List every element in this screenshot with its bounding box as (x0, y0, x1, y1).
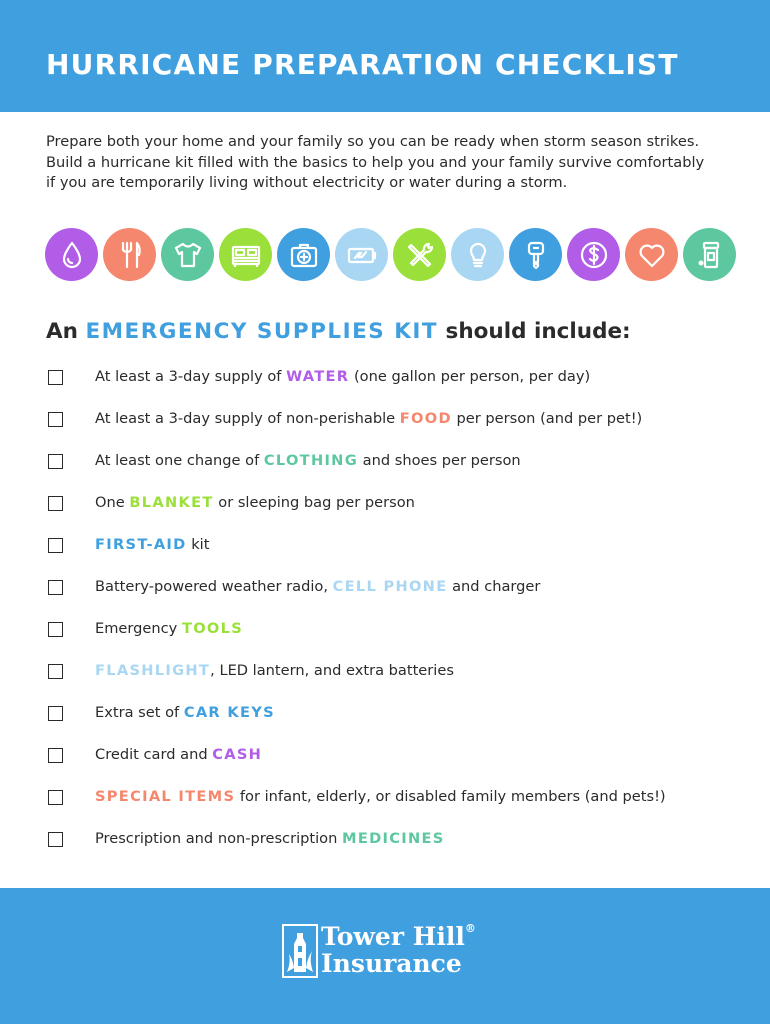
checklist-keyword: BLANKET (129, 494, 214, 511)
dollar-icon (567, 228, 620, 281)
checkbox[interactable] (48, 664, 63, 679)
intro-paragraph (46, 132, 736, 194)
checklist-item-text: Credit card and CASH (95, 746, 263, 763)
checkbox[interactable] (48, 622, 63, 637)
checkbox[interactable] (48, 832, 63, 847)
intro-line: if you are temporarily living without electricity or water during a storm. (46, 174, 568, 191)
checkbox[interactable] (48, 496, 63, 511)
checklist-item-text: At least a 3-day supply of non-perishable FOOD per person (and per pet!) (95, 410, 643, 427)
checklist-item-text: Extra set of CAR KEYS (95, 704, 275, 721)
key-icon (509, 228, 562, 281)
checklist-item-text: FIRST-AID kit (95, 536, 210, 553)
checklist-item-text: Emergency TOOLS (95, 620, 244, 637)
page-title: HURRICANE PREPARATION CHECKLIST (46, 48, 679, 81)
checklist-keyword: CLOTHING (263, 452, 358, 469)
bed-icon (219, 228, 272, 281)
tshirt-icon (161, 228, 214, 281)
checklist-item-text: Battery-powered weather radio, CELL PHONE and charger (95, 578, 541, 595)
lightbulb-icon (451, 228, 504, 281)
checklist-item-cash (46, 745, 736, 767)
tools-icon (393, 228, 446, 281)
checklist-item-text: SPECIAL ITEMS for infant, elderly, or disabled family members (and pets!) (95, 788, 666, 805)
registered-mark: ® (464, 922, 476, 935)
checklist-keyword: SPECIAL ITEMS (95, 788, 236, 805)
logo-text-line2: Insurance (321, 949, 462, 978)
checklist-keyword: FOOD (399, 410, 452, 427)
heart-icon (625, 228, 678, 281)
supply-icon-row (45, 228, 735, 282)
checklist-keyword: MEDICINES (342, 830, 445, 847)
medicine-bottle-icon (683, 228, 736, 281)
checkbox[interactable] (48, 790, 63, 805)
intro-line: Prepare both your home and your family so you can be ready when storm season strikes. (46, 133, 700, 150)
header-banner (0, 0, 770, 112)
checklist-item-text: At least one change of CLOTHING and shoes per person (95, 452, 521, 469)
checklist-keyword: CELL PHONE (332, 578, 448, 595)
kit-heading-prefix: An (46, 319, 86, 344)
checklist-item-medicines (46, 829, 736, 851)
checkbox[interactable] (48, 706, 63, 721)
checklist-item-text: Prescription and non-prescription MEDICINES (95, 830, 445, 847)
kit-heading-suffix: should include: (438, 319, 631, 344)
kit-heading (46, 319, 631, 344)
tower-logo-icon (282, 924, 318, 978)
checklist-item-blanket (46, 493, 736, 515)
checkbox[interactable] (48, 370, 63, 385)
checkbox[interactable] (48, 580, 63, 595)
checklist-keyword: FLASHLIGHT (95, 662, 211, 679)
checklist-item-car-keys (46, 703, 736, 725)
logo-text-line1: Tower Hill® (321, 922, 476, 951)
checklist-item-cell-phone (46, 577, 736, 599)
checklist-keyword: CAR KEYS (183, 704, 275, 721)
checklist-item-flashlight (46, 661, 736, 683)
checklist-item-special-items (46, 787, 736, 809)
checklist-item-tools (46, 619, 736, 641)
fork-knife-icon (103, 228, 156, 281)
checklist-item-text: At least a 3-day supply of WATER (one gallon per person, per day) (95, 368, 591, 385)
kit-heading-highlight: EMERGENCY SUPPLIES KIT (85, 319, 439, 344)
checklist-keyword: CASH (212, 746, 263, 763)
battery-icon (335, 228, 388, 281)
checklist-item-text: One BLANKET or sleeping bag per person (95, 494, 415, 511)
checkbox[interactable] (48, 412, 63, 427)
checklist-keyword: TOOLS (181, 620, 244, 637)
checklist-item-food (46, 409, 736, 431)
first-aid-kit-icon (277, 228, 330, 281)
checkbox[interactable] (48, 454, 63, 469)
checklist-item-clothing (46, 451, 736, 473)
checkbox[interactable] (48, 748, 63, 763)
water-drop-icon (45, 228, 98, 281)
checklist-item-text: FLASHLIGHT, LED lantern, and extra batteries (95, 662, 454, 679)
checklist-keyword: FIRST-AID (95, 536, 187, 553)
checklist-keyword: WATER (286, 368, 350, 385)
checklist-item-water (46, 367, 736, 389)
tower-hill-logo (282, 922, 502, 982)
checklist-item-first-aid (46, 535, 736, 557)
intro-line: Build a hurricane kit filled with the basics to help you and your family survive comfortably (46, 153, 705, 171)
checkbox[interactable] (48, 538, 63, 553)
